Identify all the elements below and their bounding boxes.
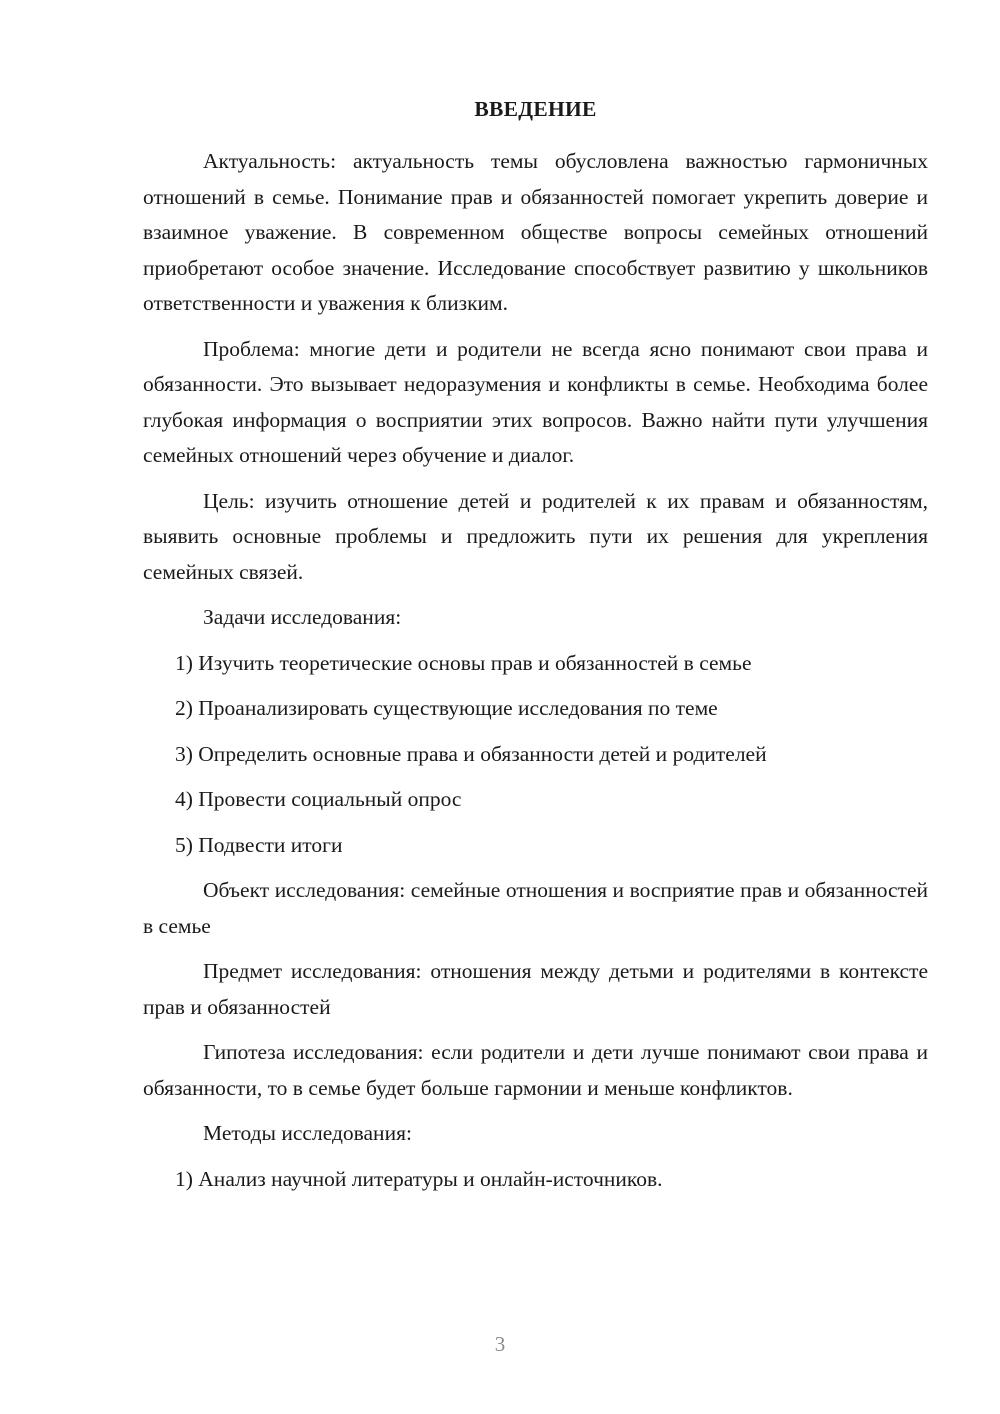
task-item: 3) Определить основные права и обязанности детей и родителей <box>175 741 767 766</box>
methods-heading: Методы исследования: <box>203 1121 412 1145</box>
page-title: ВВЕДЕНИЕ <box>474 97 597 121</box>
hypothesis-paragraph: Гипотеза исследования: если родители и дети лучше понимают свои права и обязанности, то в семье будет больше гармонии и меньше конфликтов. <box>143 1040 928 1100</box>
relevance-paragraph: Актуальность: актуальность темы обусловлена важностью гармоничных отношений в семье. Понимание прав и обязанностей помогает укрепить доверие и взаимное уважение. В современном обществе вопросы семейных отношений приобретают особое значение. Исследование способствует развитию у школьников ответственности и уважения к близким. <box>143 149 928 315</box>
method-item: 1) Анализ научной литературы и онлайн-источников. <box>175 1166 663 1191</box>
tasks-heading: Задачи исследования: <box>203 605 402 629</box>
task-item: 5) Подвести итоги <box>175 832 343 857</box>
task-item: 2) Проанализировать существующие исследования по теме <box>175 696 718 720</box>
task-item: 1) Изучить теоретические основы прав и обязанностей в семье <box>175 650 752 675</box>
document-page <box>143 92 928 1197</box>
page-number: 3 <box>494 1332 506 1356</box>
problem-paragraph: Проблема: многие дети и родители не всегда ясно понимают свои права и обязанности. Это вызывает недоразумения и конфликты в семье. Необходима более глубокая информация о восприятии этих вопросов. Важно найти пути улучшения семейных отношений через обучение и диалог. <box>143 336 928 467</box>
object-paragraph: Объект исследования: семейные отношения и восприятие прав и обязанностей в семье <box>143 878 928 938</box>
subject-paragraph: Предмет исследования: отношения между детьми и родителями в контексте прав и обязанностей <box>143 959 928 1019</box>
goal-paragraph: Цель: изучить отношение детей и родителей к их правам и обязанностям, выявить основные проблемы и предложить пути их решения для укрепления семейных связей. <box>143 488 928 584</box>
task-item: 4) Провести социальный опрос <box>175 787 462 811</box>
